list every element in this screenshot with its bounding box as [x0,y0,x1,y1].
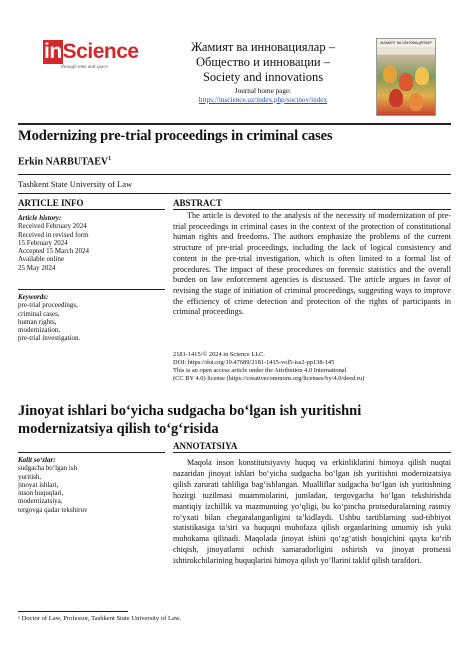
uzbek-keywords-rule-top [18,452,165,453]
article-history: Article history: Received February 2024 Received in revised form 15 February 2024 Accepted 15 March 2024 Available online 25 May 2024 [18,214,89,272]
journal-name-ru: Общество и инновации – [196,55,330,69]
article-author: Erkin NARBUTAEV$^1$ [18,156,112,168]
author-divider [18,174,451,175]
uzbek-keywords: Kalit so‘zlar: sudgacha bo‘lgan ish yuritish, jinoyat ishlari, inson huquqlari, modernizatsiya, tergovga qadar tekshiruv [18,456,88,514]
article-meta [173,351,451,383]
annotatsiya-rule [173,452,451,453]
journal-name-uz: Жамият ва инновациялар – [191,40,335,54]
author-affiliation: Tashkent State University of Law [18,179,133,189]
journal-cover-image: ЖАМИЯТ ВА ИННОВАЦИЯЛАР [376,38,436,116]
footnote-rule [18,611,128,612]
journal-title-block [158,40,368,105]
issn-line: 2181-1415/© 2024 in Science LLC. [173,351,266,358]
history-rule [18,289,165,290]
license-line-2: (CC BY 4.0) license (https://creativecommons.org/licenses/by/4.0/deed.ru) [173,375,365,382]
annotatsiya-text: Maqola inson konstitutsiyaviy huquq va erkinliklarini himoya qilish nuqtai nazaridan jinoyat ishlari bo‘yicha sudgacha bo‘lgan ish yuritishni modernizatsiya qilish zarurati tahliliga bag‘ishlangan. Mualliflar sudgacha bo‘lgan ish yuritishning hozirgi tuzilmasi muammolarini, jumladan, tergovgacha bo‘lgan tekshirishda mantiqiy izchillik va mazmunning yo‘qligi, bu ko‘pincha protseduralarning rasmiy ro‘yxati bilan chegaralanganligini ta’kidlaydi. Ushbu tartiblarning sud-tibbiyot statistikasiga ta’siri va huquqni muhofaza qilish organlarining umumiy ish yuki muhokama qilinadi. Maqolada jinoyat ishini qo‘zg‘atish bosqichini qayta ko‘rib chiqish, jinoyatlarni ochish samaradorligini oshirish va jinoyat protsessi ishtirokchilarining huquqlarini himoya qilish yo‘llarini taklif qilish tarafdori. [173,458,451,566]
license-line-1: This is an open access article under the Attribution 4.0 International [173,367,347,374]
article-title: Modernizing pre-trial proceedings in criminal cases [18,128,333,144]
uzbek-title: Jinoyat ishlari bo‘yicha sudgacha bo‘lgan ish yuritishni modernizatsiya qilish to‘g‘risida [18,403,362,437]
affiliation-divider [18,193,451,194]
logo-tagline: through time and space [61,65,108,70]
doi-link[interactable]: https://doi.org/10.47689/2181-1415-vol5-iss2-pp138-145 [187,359,335,366]
journal-header [18,34,451,122]
article-keywords: Keywords: pre-trial proceedings, criminal cases, human rights, modernization, pre-trial investigation. [18,293,81,343]
abstract-rule [173,209,451,210]
article-info-rule [18,209,165,210]
journal-name-en: Society and innovations [202,70,324,84]
abstract-heading: ABSTRACT [173,198,223,208]
inscience-logo: inScience through time and space [43,40,153,80]
homepage-link[interactable]: https://inscience.uz/index.php/socinov/index [198,96,328,104]
article-info-heading: ARTICLE INFO [18,198,84,208]
author-footnote: ¹ Doctor of Law, Professor, Tashkent State University of Law. [18,615,181,622]
homepage-label: Journal home page: [234,87,292,95]
header-divider [18,123,451,125]
abstract-text: The article is devoted to the analysis of the necessity of modernization of pre-trial proceedings in criminal cases in the context of the protection of constitutional human rights and freedoms. The authors emphasize the problems of the current structure of pre-trial proceedings, including the lack of logical consistency and content in the pre-trial investigation, which is often limited to a formal list of procedures. The impact of these procedures on forensic statistics and the overall burden on law enforcement agencies is discussed. The article argues in favor of revising the stage of initiation of criminal proceedings, suggesting ways to improve the efficiency of crime detection and protection of the rights of participants in criminal proceedings. [173,211,451,317]
doi-line: DOI: https://doi.org/10.47689/2181-1415-vol5-iss2-pp138-145 [173,359,335,366]
annotatsiya-heading: ANNOTATSIYA [173,441,238,451]
